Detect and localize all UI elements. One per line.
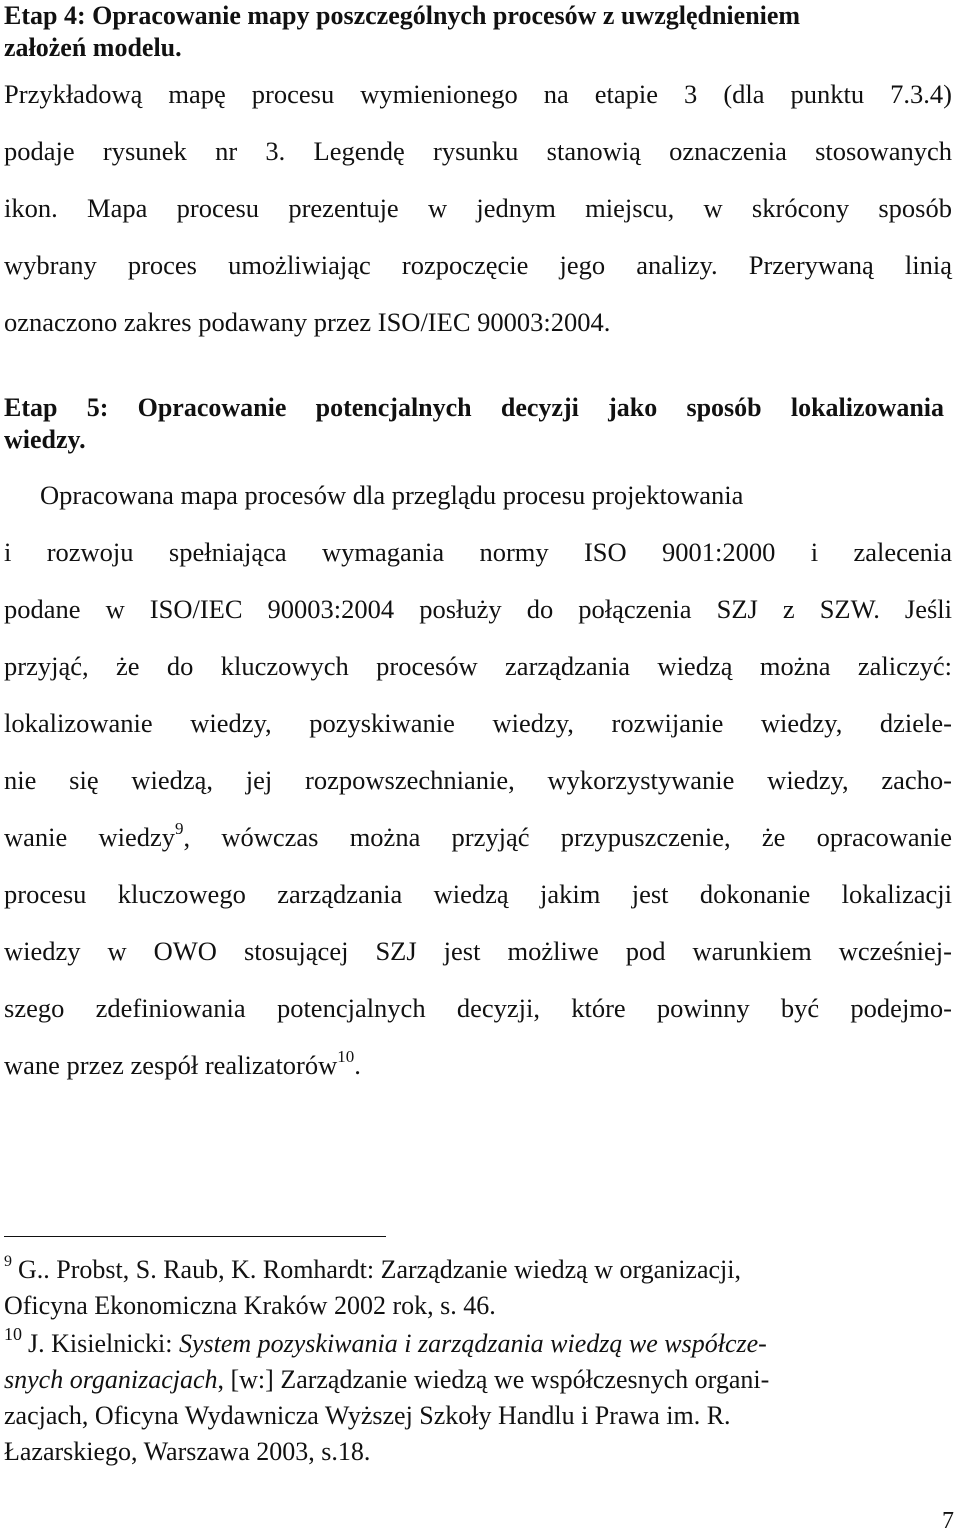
etap5-heading-line2: wiedzy.	[4, 425, 86, 454]
footnote-10-line1	[4, 1326, 952, 1362]
etap5-line-2: i rozwoju spełniająca wymagania normy ISO 9001:2000 i zalecenia	[4, 537, 952, 567]
footnote-9-line1	[4, 1252, 952, 1288]
footnote-10-line4: Łazarskiego, Warszawa 2003, s.18.	[4, 1437, 371, 1466]
etap5-line-1: Opracowana mapa procesów dla przeglądu procesu projektowania	[40, 480, 744, 510]
footnote-10-line2	[4, 1362, 952, 1398]
etap5-line-11	[4, 1037, 952, 1094]
etap5-heading	[4, 392, 944, 456]
footnote-10-title1: System pozyskiwania i zarządzania wiedzą we współcze-	[178, 1329, 767, 1358]
etap5-line-6: nie się wiedzą, jej rozpowszechnianie, wykorzystywanie wiedzy, zacho-	[4, 765, 952, 795]
footnote-9	[4, 1252, 952, 1324]
etap4-line-2: podaje rysunek nr 3. Legendę rysunku stanowią oznaczenia stosowanych	[4, 136, 952, 166]
etap5-line-8: procesu kluczowego zarządzania wiedzą jakim jest dokonanie lokalizacji	[4, 879, 952, 909]
footnote-10-line3: zacjach, Oficyna Wydawnicza Wyższej Szkoły Handlu i Prawa im. R.	[4, 1401, 731, 1430]
footnote-10-title2: snych organizacjach	[4, 1365, 218, 1394]
footnote-10-author: J. Kisielnicki:	[28, 1329, 179, 1358]
etap4-line-4: wybrany proces umożliwiając rozpoczęcie jego analizy. Przerywaną linią	[4, 250, 952, 280]
etap4-heading-line1: Etap 4: Opracowanie mapy poszczególnych procesów z uwzględnieniem	[4, 1, 801, 30]
etap4-heading-line2: założeń modelu.	[4, 33, 182, 62]
etap5-line-11b: .	[354, 1050, 361, 1080]
etap5-paragraph	[4, 467, 952, 1094]
footnote-10-rest2: , [w:] Zarządzanie wiedzą we współczesnych organi-	[217, 1365, 770, 1394]
page-number: 7	[942, 1508, 954, 1534]
footnote-10	[4, 1326, 952, 1470]
footnote-10-number: 10	[4, 1324, 22, 1344]
footnote-9-text1: G.. Probst, S. Raub, K. Romhardt: Zarządzanie wiedzą w organizacji,	[18, 1255, 741, 1284]
etap4-line-3: ikon. Mapa procesu prezentuje w jednym miejscu, w skrócony sposób	[4, 193, 952, 223]
etap5-heading-line1: Etap 5: Opracowanie potencjalnych decyzji jako sposób lokalizowania	[4, 393, 944, 422]
footnote-9-number: 9	[4, 1253, 12, 1270]
etap5-line-11a: wane przez zespół realizatorów	[4, 1050, 338, 1080]
etap5-line-10: szego zdefiniowania potencjalnych decyzji, które powinny być podejmo-	[4, 993, 952, 1023]
etap5-line-4: przyjąć, że do kluczowych procesów zarządzania wiedzą można zaliczyć:	[4, 651, 952, 681]
etap4-line-5: oznaczono zakres podawany przez ISO/IEC 90003:2004.	[4, 307, 611, 337]
footnote-9-line2: Oficyna Ekonomiczna Kraków 2002 rok, s. 46.	[4, 1291, 496, 1320]
etap4-line-1: Przykładową mapę procesu wymienionego na etapie 3 (dla punktu 7.3.4)	[4, 79, 952, 109]
footnote-ref-10[interactable]: 10	[337, 1047, 355, 1066]
etap4-paragraph	[4, 28, 952, 351]
footnote-separator	[4, 1236, 386, 1237]
etap5-line-3: podane w ISO/IEC 90003:2004 posłuży do połączenia SZJ z SZW. Jeśli	[4, 594, 952, 624]
etap5-line-7a: wanie wiedzy	[4, 822, 176, 852]
etap5-line-7b: , wówczas można przyjąć przypuszczenie, że opracowanie	[183, 822, 952, 852]
footnote-ref-9[interactable]: 9	[175, 819, 184, 838]
etap5-line-5: lokalizowanie wiedzy, pozyskiwanie wiedzy, rozwijanie wiedzy, dziele-	[4, 708, 952, 738]
etap5-line-9: wiedzy w OWO stosującej SZJ jest możliwe pod warunkiem wcześniej-	[4, 936, 952, 966]
etap5-line-7	[4, 809, 952, 866]
